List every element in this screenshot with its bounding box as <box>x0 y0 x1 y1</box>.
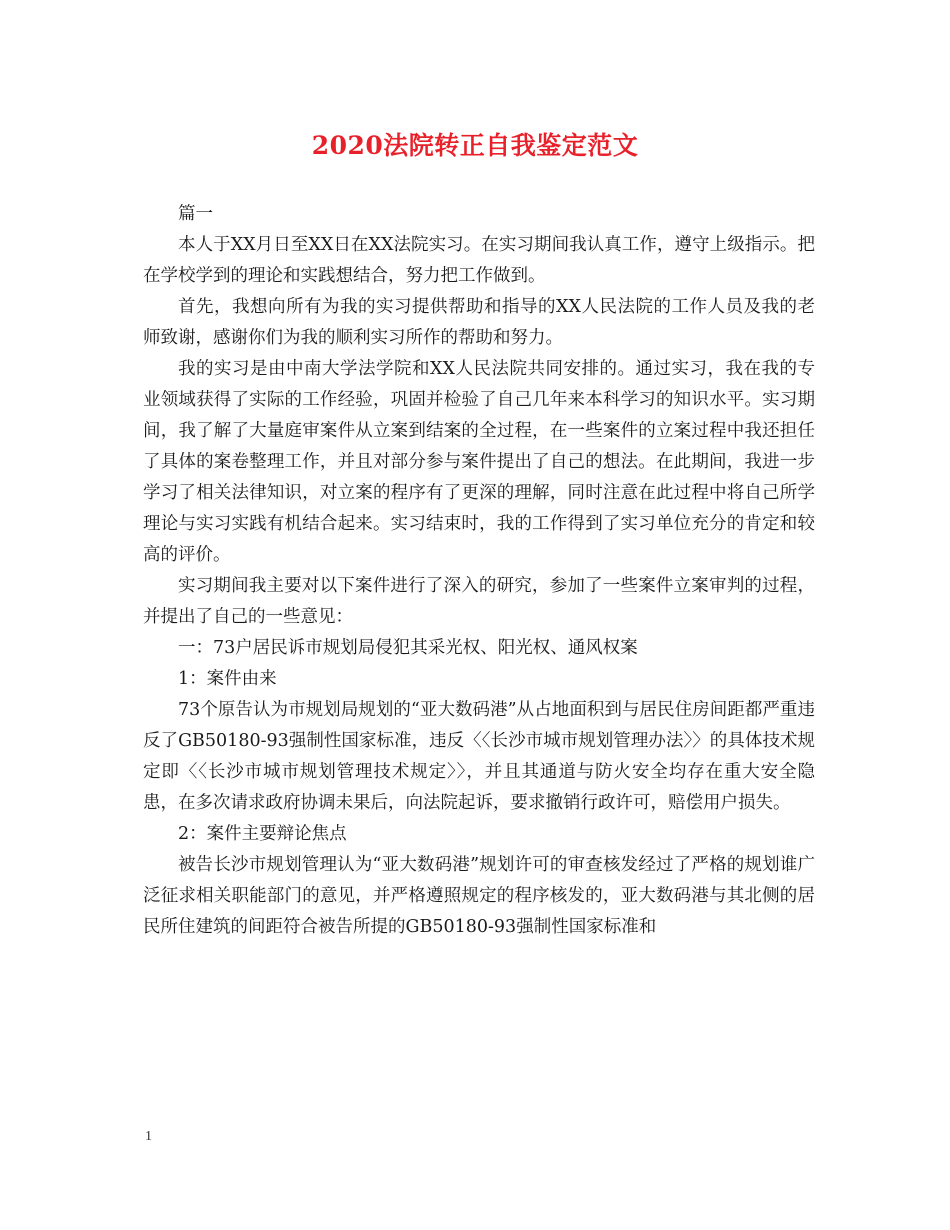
subsection-heading: 2：案件主要辩论焦点 <box>178 824 347 844</box>
page-number: 1 <box>145 1129 152 1144</box>
body-paragraph: 73个原告认为市规划局规划的“亚大数码港”从占地面积到与居民住房间距都严重违反了GB50180-93强制性国家标准，违反〈〈长沙市城市规划管理办法〉〉的具体技术规定即〈〈长沙市城市规划管理技术规定〉〉，并且其通道与防火安全均存在重大安全隐患，在多次请求政府协调未果后，向法院起诉，要求撤销行政许可，赔偿用户损失。 <box>143 700 815 813</box>
body-paragraph: 本人于XX月日至XX日在XX法院实习。在实习期间我认真工作，遵守上级指示。把在学校学到的理论和实践想结合，努力把工作做到。 <box>143 235 815 286</box>
body-paragraph: 首先，我想向所有为我的实习提供帮助和指导的XX人民法院的工作人员及我的老师致谢，感谢你们为我的顺利实习所作的帮助和努力。 <box>143 297 815 348</box>
body-paragraph: 我的实习是由中南大学法学院和XX人民法院共同安排的。通过实习，我在我的专业领域获得了实际的工作经验，巩固并检验了自己几年来本科学习的知识水平。实习期间，我了解了大量庭审案件从立案到结案的全过程，在一些案件的立案过程中我还担任了具体的案卷整理工作，并且对部分参与案件提出了自己的想法。在此期间，我进一步学习了相关法律知识，对立案的程序有了更深的理解，同时注意在此过程中将自己所学理论与实习实践有机结合起来。实习结束时，我的工作得到了实习单位充分的肯定和较高的评价。 <box>143 359 815 565</box>
subsection-heading: 1：案件由来 <box>178 669 277 689</box>
document-title: 2020法院转正自我鉴定范文 <box>311 131 639 160</box>
body-paragraph: 被告长沙市规划管理认为“亚大数码港”规划许可的审查核发经过了严格的规划谁广泛征求相关职能部门的意见，并严格遵照规定的程序核发的，亚大数码港与其北侧的居民所住建筑的间距符合被告所提的GB50180-93强制性国家标准和 <box>143 855 815 937</box>
section-heading: 篇一 <box>178 204 213 224</box>
case-heading: 一：73户居民诉市规划局侵犯其采光权、阳光权、通风权案 <box>178 638 638 658</box>
body-paragraph: 实习期间我主要对以下案件进行了深入的研究，参加了一些案件立案审判的过程，并提出了自己的一些意见： <box>143 576 815 627</box>
document-body <box>143 199 815 943</box>
